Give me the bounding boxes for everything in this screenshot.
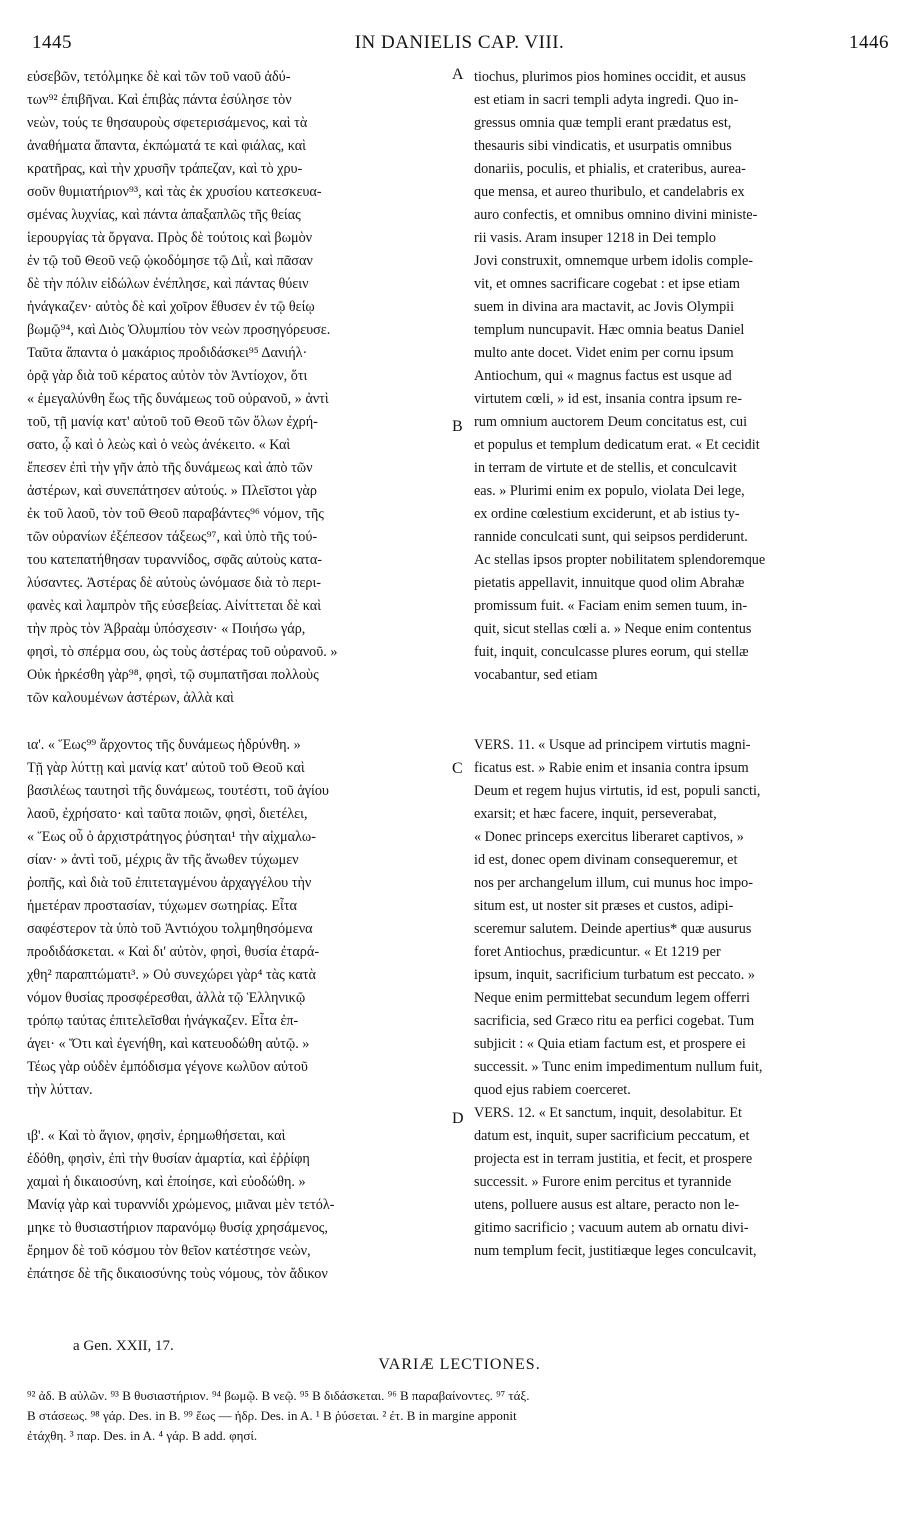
latin-text-line: vit, et omnes sacrificare cogebat : et ipse etiam (474, 276, 740, 292)
greek-text-line: νόμον θυσίας προσφέρεσθαι, ἀλλὰ τῷ Ἑλληνικῷ (27, 990, 306, 1006)
latin-text-line: successit. » Furore enim percitus et tyrannide (474, 1174, 732, 1190)
greek-text-line: κρατῆρας, καὶ τὴν χρυσῆν τράπεζαν, καὶ τὸ χρυ- (27, 161, 303, 177)
latin-text-line: que mensa, et aureo thuribulo, et candelabris ex (474, 184, 745, 200)
running-title: IN DANIELIS CAP. VIII. (354, 32, 565, 53)
latin-text-line: datum est, inquit, super sacrificium peccatum, et (474, 1128, 750, 1144)
greek-text-line: Ταῦτα ἅπαντα ὁ μακάριος προδιδάσκει⁹⁵ Δανιήλ· (27, 345, 308, 361)
greek-text-line: βωμῷ⁹⁴, καὶ Διὸς Ὀλυμπίου τὸν νεὼν προσηγόρευσε. (27, 322, 331, 338)
greek-text-line: τὴν λύτταν. (27, 1082, 93, 1098)
greek-text-line: ὁρᾷ γὰρ διὰ τοῦ κέρατος αὐτὸν τὸν Ἀντίοχον, ὅτι (27, 368, 308, 384)
latin-text-line: ex ordine cœlestium exciderunt, et ab istius ty- (474, 506, 740, 522)
latin-text-line: auro confectis, et omnibus omnino divini ministe- (474, 207, 758, 223)
latin-text-line: num templum fecit, justitiæque leges conculcavit, (474, 1243, 757, 1259)
greek-text-line: φησὶ, τὸ σπέρμα σου, ὡς τοὺς ἀστέρας τοῦ οὐρανοῦ. » (27, 644, 338, 660)
latin-text-line: vocabantur, sed etiam (474, 667, 598, 683)
greek-text-line: ἐδόθη, φησὶν, ἐπὶ τὴν θυσίαν ἁμαρτία, καὶ ἐῤῥίφη (27, 1151, 310, 1167)
latin-text-line: gitimo sacrificio ; vacuum autem ab ornatu divi- (474, 1220, 749, 1236)
greek-text-line: τὴν πρὸς τὸν Ἀβραὰμ ὑπόσχεσιν· « Ποιήσω γάρ, (27, 621, 306, 637)
greek-text-line: Τέως γὰρ οὐδὲν ἐμπόδισμα γέγονε κωλῦον αὐτοῦ (27, 1059, 308, 1075)
greek-text-line: νεὼν, τούς τε θησαυροὺς σφετερισάμενος, καὶ τὰ (27, 115, 308, 131)
margin-letter-d: D (452, 1110, 464, 1127)
latin-text-line: eas. » Plurimi enim ex populo, violata Dei lege, (474, 483, 745, 499)
variae-line: ἐτάχθη. ³ παρ. Des. in A. ⁴ γάρ. B add. φησί. (27, 1428, 258, 1443)
latin-text-line: subjicit : « Quia etiam factum est, et prospere ei (474, 1036, 746, 1052)
greek-text-line: ἔρημον δὲ τοῦ κόσμου τὸν θεῖον κατέστησε νεὼν, (27, 1243, 311, 1259)
latin-text-line: gressus omnia quæ templi erant prædatus est, (474, 115, 732, 131)
latin-text-line: projecta est in terram justitia, et fecit, et prospere (474, 1151, 753, 1167)
greek-text-line: Τῇ γὰρ λύττῃ καὶ μανίᾳ κατ' αὐτοῦ τοῦ Θεοῦ καὶ (27, 760, 305, 776)
latin-text-line: fuit, inquit, conculcasse plures eorum, qui stellæ (474, 644, 749, 660)
greek-text-line: σίαν· » ἀντὶ τοῦ, μέχρις ἂν τῆς ἄνωθεν τύχωμεν (27, 852, 299, 868)
latin-text-line: Antiochum, qui « magnus factus est usque ad (474, 368, 732, 384)
latin-text-line: donariis, poculis, et phialis, et crateribus, aurea- (474, 161, 746, 177)
greek-text-line: Μανίᾳ γὰρ καὶ τυραννίδι χρώμενος, μιᾶναι μὲν τετόλ- (27, 1197, 335, 1213)
latin-text-line: id est, donec opem divinam consequeremur, et (474, 852, 738, 868)
greek-text-line: σμένας λυχνίας, καὶ πάντα ἁπαξαπλῶς τῆς θείας (27, 207, 301, 223)
greek-text-line: των⁹² ἐπιβῆναι. Καὶ ἐπιβὰς πάντα ἐσύλησε τὸν (27, 92, 292, 108)
greek-text-line: χαμαὶ ἡ δικαιοσύνη, καὶ ἐποίησε, καὶ εὐοδώθη. » (27, 1174, 306, 1190)
greek-text-line: φανὲς καὶ λαμπρὸν τῆς εὐσεβείας. Αἰνίττεται δὲ καὶ (27, 598, 322, 614)
latin-text-line: Ac stellas ipsos propter nobilitatem splendoremque (474, 552, 766, 568)
greek-text-line: δὲ τὴν πόλιν εἰδώλων ἐνέπλησε, καὶ πάντας θύειν (27, 276, 309, 292)
greek-text-line: τοῦ, τῇ μανίᾳ κατ' αὐτοῦ τοῦ Θεοῦ τῶν ὅλων ἐχρή- (27, 414, 318, 430)
greek-text-line: προδιδάσκεται. « Καὶ δι' αὐτὸν, φησὶ, θυσία ἐταρά- (27, 944, 320, 960)
greek-text-line: εὐσεβῶν, τετόλμηκε δὲ καὶ τῶν τοῦ ναοῦ ἀδύ- (27, 69, 291, 85)
latin-text-line: multo ante docet. Videt enim per cornu ipsum (474, 345, 734, 361)
margin-letter-c: C (452, 760, 463, 777)
latin-text-line: Neque enim permittebat secundum legem offerri (474, 990, 750, 1006)
variae-line: B στάσεως. ⁹⁸ γάρ. Des. in B. ⁹⁹ ἕως — ἡδρ. Des. in A. ¹ B ῥύσεται. ² ἐτ. B in margine apponit (27, 1408, 517, 1423)
latin-text-line: sacrificia, sed Græco ritu ea perfici cogebat. Tum (474, 1013, 755, 1029)
greek-text-line: ἐκ τοῦ λαοῦ, τὸν τοῦ Θεοῦ παραβάντες⁹⁶ νόμον, τῆς (27, 506, 324, 522)
latin-text-line: quod ejus rabiem coerceret. (474, 1082, 631, 1098)
variae-line: ⁹² ἀδ. B αὐλῶν. ⁹³ B θυσιαστήριον. ⁹⁴ βωμῷ. B νεῷ. ⁹⁵ B διδάσκεται. ⁹⁶ B παραβαίνοντες. ⁹⁷ τάξ. (27, 1388, 530, 1403)
latin-text-line: thesauris sibi vindicatis, et usurpatis omnibus (474, 138, 732, 154)
latin-text-line: promissum fuit. « Faciam enim semen tuum, in- (474, 598, 748, 614)
greek-text-line: ἀστέρων, καὶ συνεπάτησεν αὐτούς. » Πλεῖστοι γὰρ (27, 483, 317, 499)
margin-letter-a: A (452, 66, 464, 83)
latin-text-line: est etiam in sacri templi adyta ingredi. Quo in- (474, 92, 739, 108)
latin-text-line: tiochus, plurimos pios homines occidit, et ausus (474, 69, 746, 85)
latin-text-line: ipsum, inquit, sacrificium turbatum est peccato. » (474, 967, 755, 983)
latin-text-line: rum omnium auctorem Deum concitatus est, cui (474, 414, 748, 430)
greek-text-line: ἱερουργίας τὰ ὄργανα. Πρὸς δὲ τούτοις καὶ βωμὸν (27, 230, 313, 246)
greek-text-line: τῶν οὐρανίων ἐξέπεσον τάξεως⁹⁷, καὶ ὑπὸ τῆς τού- (27, 529, 318, 545)
greek-text-line: ιβ'. « Καὶ τὸ ἅγιον, φησὶν, ἐρημωθήσεται, καὶ (27, 1128, 286, 1144)
latin-text-line: rii vasis. Aram insuper 1218 in Dei templo (474, 230, 716, 246)
greek-text-line: σαφέστερον τὰ ὑπὸ τοῦ Ἀντιόχου τολμηθησόμενα (27, 921, 313, 937)
greek-text-line: Οὐκ ἠρκέσθη γὰρ⁹⁸, φησὶ, τῷ συμπατῆσαι πολλοὺς (27, 667, 319, 683)
latin-text-line: situm est, ut noster sit præses et custos, adipi- (474, 898, 734, 914)
page-number-left: 1445 (32, 32, 72, 53)
latin-text-line: utens, polluere ausus est altare, peracto non le- (474, 1197, 740, 1213)
greek-text-line: του κατεπατήθησαν τυραννίδος, σφᾶς αὐτοὺς κατα- (27, 552, 323, 568)
greek-text-line: ἐπάτησε δὲ τῆς δικαιοσύνης τοὺς νόμους, τὸν ἄδικον (27, 1266, 328, 1282)
latin-text-line: rannide conculcati sunt, qui seipsos perdiderunt. (474, 529, 748, 545)
greek-text-line: μηκε τὸ θυσιαστήριον παρανόμῳ θυσίᾳ χρησάμενος, (27, 1220, 328, 1236)
latin-text-line: successit. » Tunc enim impedimentum nullum fuit, (474, 1059, 763, 1075)
greek-text-line: σοῦν θυμιατήριον⁹³, καὶ τὰς ἐκ χρυσίου κατεσκευα- (27, 184, 322, 200)
latin-text-line: foret Antiochus, prædicuntur. « Et 1219 per (474, 944, 721, 960)
greek-text-line: ἐν τῷ τοῦ Θεοῦ νεῷ ᾠκοδόμησε τῷ Διῒ, καὶ πᾶσαν (27, 253, 313, 269)
latin-text-line: VERS. 11. « Usque ad principem virtutis magni- (474, 737, 751, 753)
latin-text-line: virtutem cœli, » id est, insania contra ipsum re- (474, 391, 742, 407)
latin-text-line: in terram de virtute et de stellis, et conculcavit (474, 460, 737, 476)
latin-text-line: pietatis appellavit, innuitque quod olim Abrahæ (474, 575, 745, 591)
greek-text-line: σατο, ᾧ καὶ ὁ λεὼς καὶ ὁ νεὼς ἀνέκειτο. « Καὶ (27, 437, 291, 453)
greek-text-line: « Ἕως οὗ ὁ ἀρχιστράτηγος ῥύσηται¹ τὴν αἰχμαλω- (27, 829, 316, 845)
greek-text-line: λαοῦ, ἐχρήσατο· καὶ ταῦτα ποιῶν, φησὶ, διετέλει, (27, 806, 308, 822)
greek-text-line: ἡμετέραν προστασίαν, τύχωμεν σωτηρίας. Εἶτα (27, 898, 297, 914)
latin-text-line: templum nuncupavit. Hæc omnia beatus Daniel (474, 322, 745, 338)
greek-text-line: βασιλέως ταυτησὶ τῆς δυνάμεως, τουτέστι, τοῦ ἁγίου (27, 783, 329, 799)
greek-text-line: άγει· « Ὅτι καὶ ἐγενήθη, καὶ κατευοδώθη αὐτῷ. » (27, 1036, 310, 1052)
greek-text-line: ῥοπῆς, καὶ διὰ τοῦ ἐπιτεταγμένου ἀρχαγγέλου τὴν (27, 875, 312, 891)
latin-text-line: sceremur salutem. Deinde apertius* quæ ausurus (474, 921, 752, 937)
greek-text-line: λύσαντες. Ἀστέρας δὲ αὐτοὺς ὠνόμασε διὰ τὸ περι- (27, 575, 321, 591)
latin-text-line: « Donec princeps exercitus liberaret captivos, » (474, 829, 744, 845)
margin-letter-b: B (452, 418, 463, 435)
latin-text-line: et populus et templum dedicatum erat. « Et cecidit (474, 437, 760, 453)
footnote: a Gen. XXII, 17. (73, 1338, 174, 1354)
latin-text-line: quit, sicut stellas cœli a. » Neque enim contentus (474, 621, 752, 637)
greek-text-line: ια'. « Ἕως⁹⁹ ἄρχοντος τῆς δυνάμεως ἡδρύνθη. » (27, 737, 301, 753)
latin-text-line: nos per archangelum illum, cui munus hoc impo- (474, 875, 753, 891)
latin-text-line: VERS. 12. « Et sanctum, inquit, desolabitur. Et (474, 1105, 742, 1121)
variae-lectiones-title: VARIÆ LECTIONES. (378, 1356, 541, 1373)
latin-text-line: suem in divina ara mactavit, ac Jovis Olympii (474, 299, 735, 315)
latin-text-line: exarsit; et hæc facere, inquit, perseverabat, (474, 806, 717, 822)
greek-text-line: χθη² παραπτώματι³. » Οὐ συνεχώρει γὰρ⁴ τὰς κατὰ (27, 967, 316, 983)
greek-text-line: ἀναθήματα ἅπαντα, ἐκπώματά τε καὶ φιάλας, καὶ (27, 138, 306, 154)
greek-text-line: τῶν καλουμένων ἀστέρων, ἀλλὰ καὶ (27, 690, 234, 706)
greek-text-line: ἔπεσεν ἐπὶ τὴν γῆν ἀπὸ τῆς δυνάμεως καὶ ἀπὸ τῶν (27, 460, 313, 476)
latin-text-line: Deum et regem hujus virtutis, id est, populi sancti, (474, 783, 761, 799)
page-number-right: 1446 (849, 32, 889, 53)
latin-text-line: ficatus est. » Rabie enim et insania contra ipsum (474, 760, 749, 776)
greek-text-line: τρόπῳ ταύτας ἐπιτελεῖσθαι ἠνάγκαζεν. Εἶτα ἐπ- (27, 1013, 299, 1029)
greek-text-line: « ἐμεγαλύνθη ἕως τῆς δυνάμεως τοῦ οὐρανοῦ, » ἀντὶ (27, 391, 329, 407)
latin-text-line: Jovi construxit, omnemque urbem idolis comple- (474, 253, 753, 269)
greek-text-line: ἠνάγκαζεν· αὐτὸς δὲ καὶ χοῖρον ἔθυσεν ἐν τῷ θείῳ (27, 299, 315, 315)
